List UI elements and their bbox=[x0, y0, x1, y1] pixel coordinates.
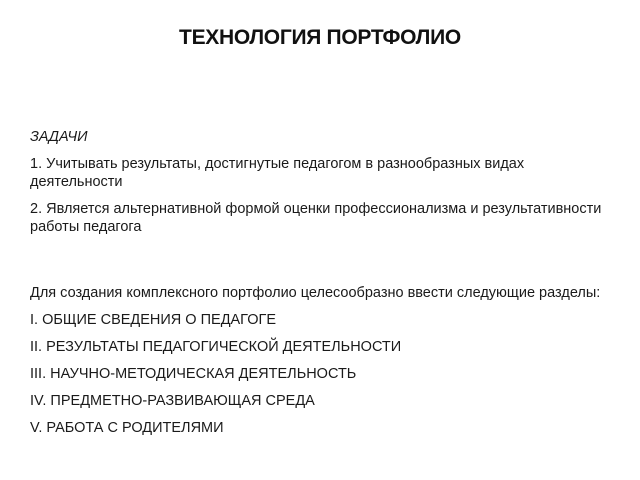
section-item-2: II. РЕЗУЛЬТАТЫ ПЕДАГОГИЧЕСКОЙ ДЕЯТЕЛЬНОСТИ bbox=[30, 339, 402, 355]
sections-intro: Для создания комплексного портфолио целесообразно ввести следующие разделы: bbox=[30, 285, 601, 301]
section-item-1: I. ОБЩИЕ СВЕДЕНИЯ О ПЕДАГОГЕ bbox=[30, 312, 277, 328]
task-item-1: 1. Учитывать результаты, достигнутые педагогом в разнообразных видах деятельности bbox=[30, 156, 525, 190]
spacer bbox=[30, 245, 610, 284]
section-item-4: IV. ПРЕДМЕТНО-РАЗВИВАЮЩАЯ СРЕДА bbox=[30, 393, 315, 409]
section-item-5: V. РАБОТА С РОДИТЕЛЯМИ bbox=[30, 420, 224, 436]
slide-title: ТЕХНОЛОГИЯ ПОРТФОЛИО bbox=[179, 26, 461, 49]
section-item-3: III. НАУЧНО-МЕТОДИЧЕСКАЯ ДЕЯТЕЛЬНОСТЬ bbox=[30, 366, 357, 382]
slide-body bbox=[30, 128, 610, 446]
tasks-heading: ЗАДАЧИ bbox=[30, 129, 88, 145]
task-item-2: 2. Является альтернативной формой оценки профессионализма и результативности работы педагога bbox=[30, 201, 602, 235]
